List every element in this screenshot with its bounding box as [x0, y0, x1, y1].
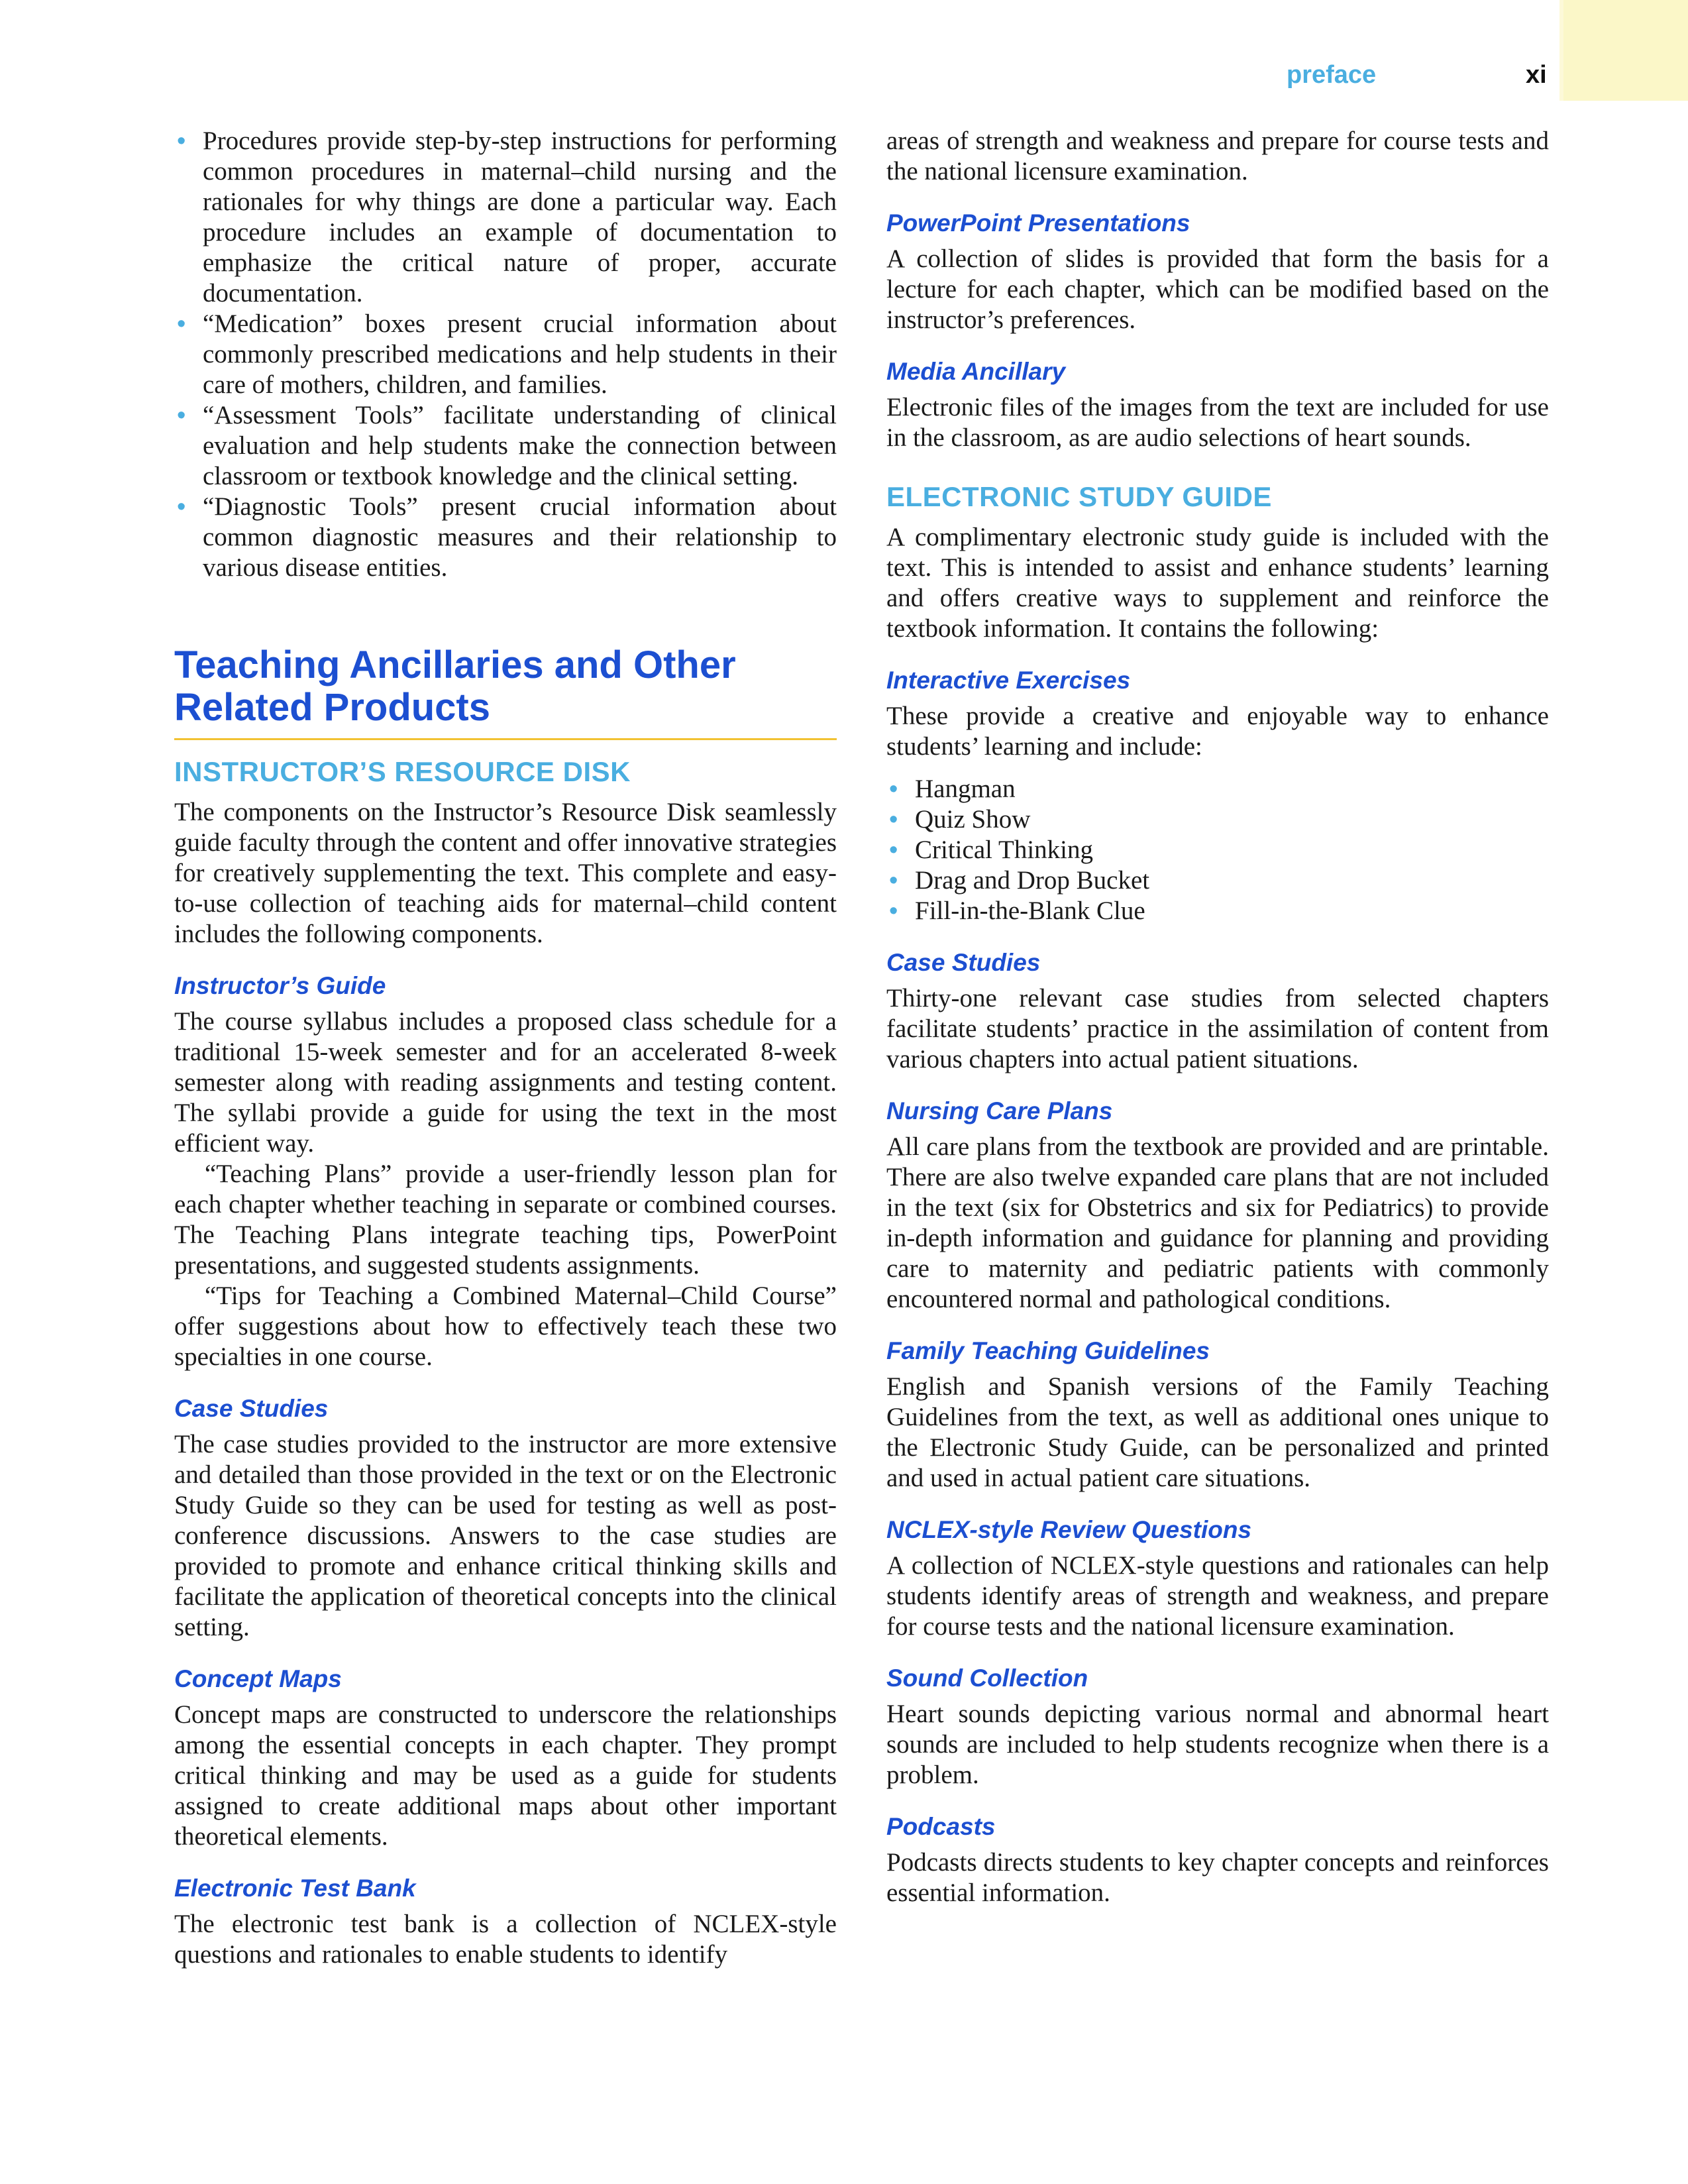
test-bank-text: The electronic test bank is a collection of NCLEX-style questions and rationales to enable students to identify — [174, 1910, 837, 1969]
test-bank-continued: areas of strength and weakness and prepare for course tests and the national licensure examination. — [886, 127, 1549, 186]
list-item: • Fill-in-the-Blank Clue — [886, 896, 1549, 926]
page-number: xi — [1526, 61, 1547, 89]
section-title-line: Related Products — [174, 686, 490, 729]
list-item: • Quiz Show — [886, 804, 1549, 835]
study-guide-heading: ELECTRONIC STUDY GUIDE — [886, 481, 1272, 512]
list-item: • Hangman — [886, 774, 1549, 804]
list-item: • Procedures provide step-by-step instructions for performing common procedures in maternal–child nursing and the rationales for why things are done a particular way. Each procedure includes an example of documentation to emphasize the critical nature of proper, accurate documentation. — [174, 126, 837, 309]
powerpoint-heading: PowerPoint Presentations — [886, 209, 1190, 237]
left-column — [174, 126, 837, 1970]
media-ancillary-text: Electronic files of the images from the text are included for use in the classroom, as are audio selections of heart sounds. — [886, 393, 1549, 452]
instructors-guide-paragraph: “Tips for Teaching a Combined Maternal–Child Course” offer suggestions about how to effectively teach these two specialties in one course. — [174, 1282, 837, 1371]
interactive-exercises-heading: Interactive Exercises — [886, 667, 1131, 694]
family-teaching-text: English and Spanish versions of the Family Teaching Guidelines from the text, as well as additional ones unique to the Electronic Study Guide, can be personalized and printed and used in actual patient care situations. — [886, 1372, 1549, 1492]
interactive-exercises-text: These provide a creative and enjoyable way to enhance students’ learning and include: — [886, 702, 1549, 761]
list-item: • “Diagnostic Tools” present crucial information about common diagnostic measures and their relationship to various disease entities. — [174, 492, 837, 583]
instructors-guide-paragraph: “Teaching Plans” provide a user-friendly lesson plan for each chapter whether teaching in separate or combined courses. The Teaching Plans integrate teaching tips, PowerPoint presentations, and suggested students assignments. — [174, 1160, 837, 1280]
powerpoint-text: A collection of slides is provided that form the basis for a lecture for each chapter, which can be modified based on the instructor’s preferences. — [886, 245, 1549, 334]
study-guide-text: A complimentary electronic study guide is included with the text. This is intended to assist and enhance students’ learning and offers creative ways to supplement and reinforce the textbook information. It contains the following: — [886, 523, 1549, 643]
resource-disk-heading: INSTRUCTOR’S RESOURCE DISK — [174, 756, 631, 787]
list-item: • Critical Thinking — [886, 835, 1549, 865]
nclex-text: A collection of NCLEX-style questions and rationales can help students identify areas of strength and weakness, and prepare for course tests and the national licensure examination. — [886, 1551, 1549, 1641]
list-item: • Drag and Drop Bucket — [886, 865, 1549, 896]
test-bank-heading: Electronic Test Bank — [174, 1875, 416, 1902]
family-teaching-heading: Family Teaching Guidelines — [886, 1337, 1210, 1364]
list-item: • “Medication” boxes present crucial information about commonly prescribed medications and help students in their care of mothers, children, and families. — [174, 309, 837, 400]
section-title — [174, 644, 837, 740]
running-header: preface — [1287, 61, 1377, 89]
case-studies-heading: Case Studies — [886, 949, 1041, 976]
sound-collection-text: Heart sounds depicting various normal and abnormal heart sounds are included to help students recognize when there is a problem. — [886, 1700, 1549, 1789]
case-studies-text: The case studies provided to the instructor are more extensive and detailed than those provided in the text or on the Electronic Study Guide so they can be used for testing as well as post-conference discussions. Answers to the case studies are provided to promote and enhance critical thinking skills and facilitate the application of theoretical concepts into the clinical setting. — [174, 1430, 837, 1641]
instructors-guide-heading: Instructor’s Guide — [174, 972, 386, 999]
case-studies-text: Thirty-one relevant case studies from selected chapters facilitate students’ practice in the assimilation of content from various chapters into actual patient situations. — [886, 984, 1549, 1073]
podcasts-heading: Podcasts — [886, 1813, 996, 1840]
section-title-line: Teaching Ancillaries and Other — [174, 643, 736, 686]
case-studies-heading: Case Studies — [174, 1395, 329, 1422]
care-plans-heading: Nursing Care Plans — [886, 1097, 1113, 1124]
right-column — [886, 126, 1549, 1908]
exercise-list — [886, 774, 1549, 926]
resource-disk-text: The components on the Instructor’s Resource Disk seamlessly guide faculty through the content and offer innovative strategies for creatively supplementing the text. This complete and easy-to-use collection of teaching aids for maternal–child content includes the following components. — [174, 798, 837, 948]
concept-maps-heading: Concept Maps — [174, 1665, 342, 1692]
care-plans-text: All care plans from the textbook are provided and are printable. There are also twelve expanded care plans that are not included in the text (six for Obstetrics and six for Pediatrics) to provide in-depth information and guidance for planning and providing care to maternity and pediatric patients with commonly encountered normal and pathological conditions. — [886, 1132, 1549, 1313]
page-tab-marker — [1563, 0, 1688, 101]
feature-bullet-list — [174, 126, 837, 583]
concept-maps-text: Concept maps are constructed to underscore the relationships among the essential concepts in each chapter. They prompt critical thinking and may be used as a guide for students assigned to create additional maps about other important theoretical elements. — [174, 1700, 837, 1851]
podcasts-text: Podcasts directs students to key chapter concepts and reinforces essential information. — [886, 1848, 1549, 1907]
nclex-heading: NCLEX-style Review Questions — [886, 1516, 1252, 1543]
instructors-guide-paragraph: The course syllabus includes a proposed class schedule for a traditional 15-week semester and for an accelerated 8-week semester along with reading assignments and testing content. The syllabi provide a guide for using the text in the most efficient way. — [174, 1007, 837, 1158]
sound-collection-heading: Sound Collection — [886, 1665, 1088, 1692]
media-ancillary-heading: Media Ancillary — [886, 358, 1066, 385]
list-item: • “Assessment Tools” facilitate understanding of clinical evaluation and help students make the connection between classroom or textbook knowledge and the clinical setting. — [174, 400, 837, 492]
